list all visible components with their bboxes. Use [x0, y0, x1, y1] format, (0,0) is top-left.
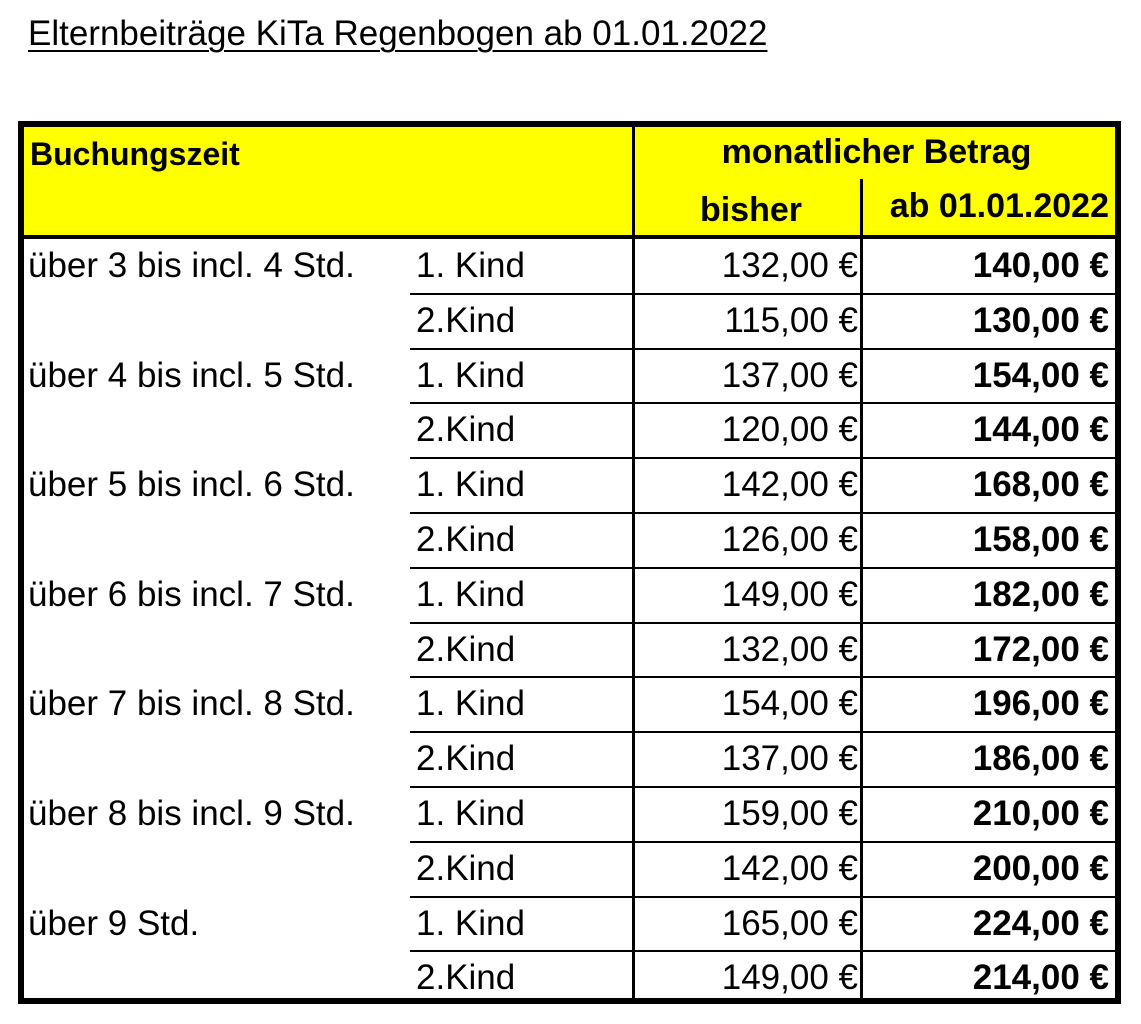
row-amount-bisher: 126,00 € [721, 520, 858, 559]
row-amount-neu: 154,00 € [972, 355, 1109, 395]
row-amount-neu: 172,00 € [972, 629, 1109, 669]
table-row [24, 239, 1115, 294]
table-row [24, 732, 1115, 787]
table-row [24, 677, 1115, 732]
row-amount-neu: 168,00 € [972, 465, 1109, 505]
table-row [24, 842, 1115, 897]
row-kind-label: 2.Kind [416, 958, 516, 998]
row-divider [410, 786, 1115, 788]
table-row [24, 403, 1115, 458]
row-kind-label: 1. Kind [416, 246, 525, 285]
table-row [24, 951, 1115, 1006]
row-kind-label: 2.Kind [416, 410, 516, 450]
row-amount-neu: 224,00 € [972, 903, 1109, 943]
row-amount-neu: 200,00 € [972, 848, 1109, 888]
row-divider [410, 622, 1115, 624]
row-time-label: über 3 bis incl. 4 Std. [28, 246, 355, 285]
row-amount-neu: 196,00 € [972, 684, 1109, 724]
row-divider [410, 950, 1115, 952]
row-divider [410, 512, 1115, 514]
row-amount-neu: 158,00 € [972, 520, 1109, 559]
row-kind-label: 1. Kind [416, 903, 525, 943]
row-time-label: über 7 bis incl. 8 Std. [28, 684, 355, 724]
row-kind-label: 1. Kind [416, 794, 525, 833]
table-row [24, 787, 1115, 842]
row-divider [410, 676, 1115, 678]
table-row [24, 458, 1115, 513]
row-time-label: über 6 bis incl. 7 Std. [28, 574, 355, 614]
row-divider [410, 457, 1115, 459]
row-time-label: über 5 bis incl. 6 Std. [28, 465, 355, 505]
row-divider [410, 841, 1115, 843]
row-kind-label: 2.Kind [416, 300, 516, 340]
row-kind-label: 2.Kind [416, 848, 516, 888]
header-ab-datum: ab 01.01.2022 [889, 187, 1109, 225]
header-bisher: bisher [699, 191, 803, 229]
row-time-label: über 4 bis incl. 5 Std. [28, 355, 355, 395]
row-amount-neu: 144,00 € [972, 410, 1109, 450]
row-divider [410, 896, 1115, 898]
table-row [24, 513, 1115, 568]
table-row [24, 349, 1115, 404]
row-kind-label: 1. Kind [416, 465, 525, 505]
row-amount-bisher: 159,00 € [721, 794, 858, 833]
row-amount-bisher: 132,00 € [721, 629, 858, 669]
table-row [24, 568, 1115, 623]
row-amount-bisher: 165,00 € [721, 903, 858, 943]
row-time-label: über 9 Std. [28, 903, 200, 943]
row-amount-neu: 130,00 € [972, 300, 1109, 340]
row-amount-bisher: 115,00 € [724, 300, 858, 340]
row-divider [410, 402, 1115, 404]
row-time-label: über 8 bis incl. 9 Std. [28, 794, 355, 833]
row-kind-label: 1. Kind [416, 684, 525, 724]
row-kind-label: 2.Kind [416, 520, 516, 559]
row-kind-label: 2.Kind [416, 739, 516, 779]
row-amount-bisher: 132,00 € [721, 246, 858, 285]
header-monatlicher-betrag: monatlicher Betrag [721, 133, 1032, 171]
row-amount-bisher: 120,00 € [721, 410, 858, 450]
row-amount-bisher: 149,00 € [721, 958, 858, 998]
row-amount-bisher: 142,00 € [721, 848, 858, 888]
row-amount-bisher: 137,00 € [721, 739, 858, 779]
row-divider [410, 348, 1115, 350]
row-amount-bisher: 149,00 € [721, 574, 858, 614]
row-amount-neu: 182,00 € [972, 574, 1109, 614]
fee-table [18, 121, 1121, 1004]
row-amount-bisher: 154,00 € [721, 684, 858, 724]
table-header [24, 127, 1115, 239]
row-amount-neu: 214,00 € [972, 958, 1109, 998]
row-divider [410, 731, 1115, 733]
table-row [24, 897, 1115, 952]
row-divider [410, 293, 1115, 295]
row-kind-label: 1. Kind [416, 574, 525, 614]
row-amount-neu: 210,00 € [972, 794, 1109, 833]
table-row [24, 623, 1115, 678]
row-kind-label: 1. Kind [416, 355, 525, 395]
row-divider [410, 567, 1115, 569]
row-amount-bisher: 137,00 € [721, 355, 858, 395]
row-amount-neu: 140,00 € [972, 246, 1109, 285]
row-kind-label: 2.Kind [416, 629, 516, 669]
table-row [24, 294, 1115, 349]
header-buchungszeit: Buchungszeit [30, 136, 240, 172]
row-amount-neu: 186,00 € [972, 739, 1109, 779]
row-amount-bisher: 142,00 € [721, 465, 858, 505]
page-title: Elternbeiträge KiTa Regenbogen ab 01.01.2022 [28, 14, 768, 53]
